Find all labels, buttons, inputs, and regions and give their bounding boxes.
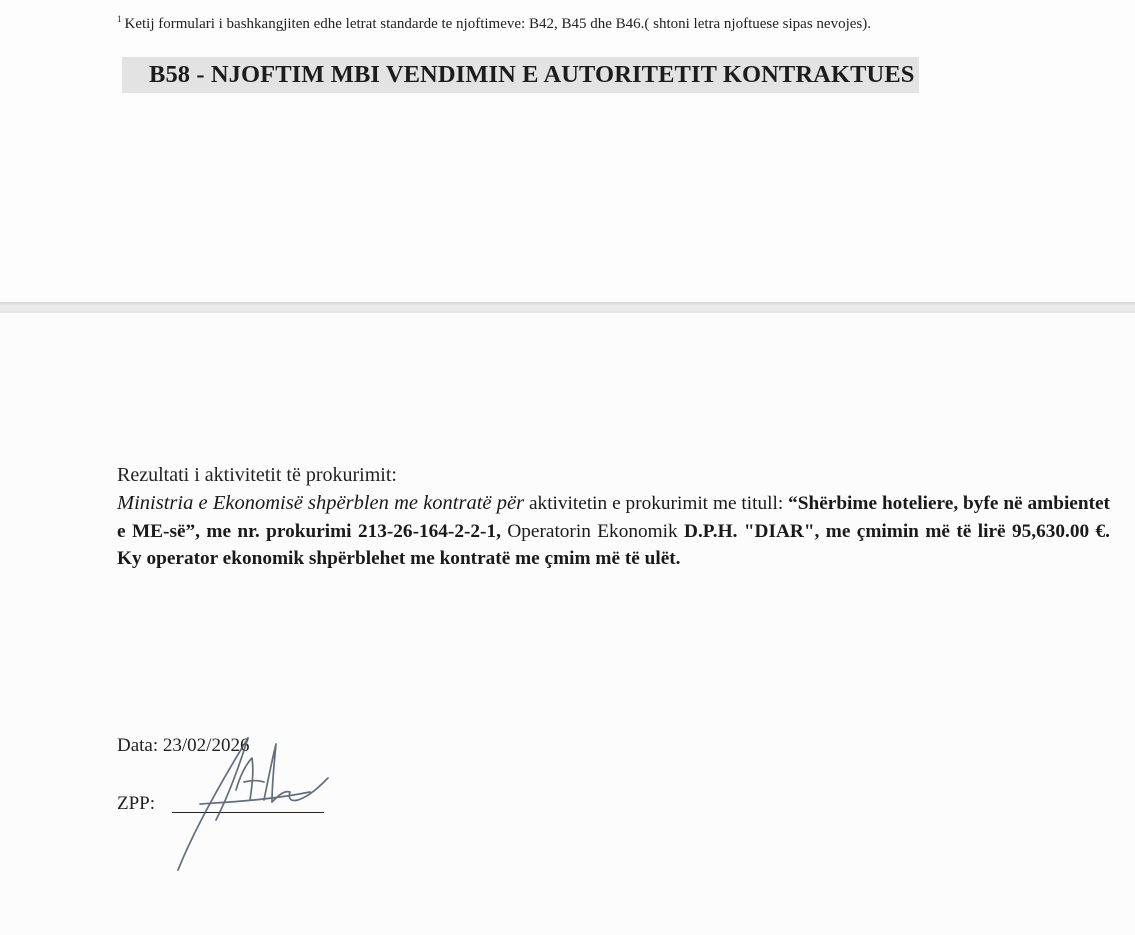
operator-and-price: D.P.H. "DIAR", me çmimin më të lirë 95,630.00 €. Ky operator ekonomik shpërblehet me kontratë me çmim më të ulët. [117,520,1110,569]
page-top [0,0,1135,302]
zpp-label: ZPP: [117,793,156,814]
footnote-marker: 1 [117,14,122,24]
page-separator [0,302,1135,313]
footnote-text: Ketij formulari i bashkangjiten edhe letrat standarde te njoftimeve: B42, B45 dhe B46.( shtoni letra njoftuese sipas nevojes). [124,16,871,32]
result-text-2: Operatorin Ekonomik [500,520,685,542]
footnote [117,10,1102,34]
result-italic-lead: Ministria e Ekonomisë shpërblen me kontratë për [117,492,525,514]
procurement-title: “Shërbime hoteliere, byfe në ambientet e ME-së”, me nr. prokurimi 213-26-164-2-2-1, [117,493,1110,542]
result-label: Rezultati i aktivitetit të prokurimit: [117,464,397,486]
result-paragraph [117,490,1110,573]
document-heading: B58 - NJOFTIM MBI VENDIMIN E AUTORITETIT KONTRAKTUES [122,57,919,93]
result-text-1: aktivitetin e prokurimit me titull: [524,493,789,514]
signature-mark [160,720,350,880]
date-line: Data: 23/02/2026 [117,735,250,756]
